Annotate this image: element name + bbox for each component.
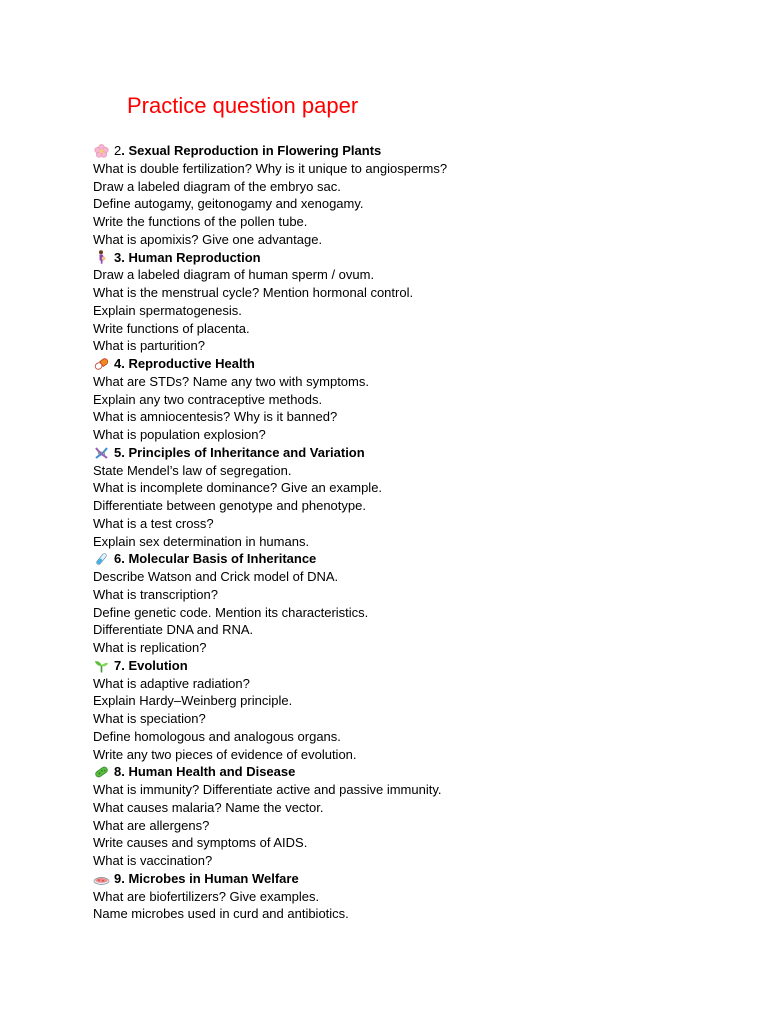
question-item: What is apomixis? Give one advantage.: [93, 231, 323, 247]
section-number: 4: [114, 356, 122, 371]
question-item: What is vaccination?: [93, 853, 213, 868]
page-title: Practice question paper: [127, 93, 359, 118]
question-item: Describe Watson and Crick model of DNA.: [93, 569, 339, 584]
section-title: . Human Reproduction: [121, 249, 261, 265]
question-item: What is transcription?: [93, 586, 218, 602]
question-item: What is adaptive radiation?: [93, 675, 250, 691]
question-item: What is immunity? Differentiate active and passive immunity.: [93, 782, 442, 797]
section-title: . Evolution: [121, 657, 188, 673]
question-item: What is speciation?: [93, 711, 206, 726]
question-item: What causes malaria? Name the vector.: [93, 799, 324, 815]
question-item: What are allergens?: [93, 817, 210, 833]
cherry-blossom-icon: [93, 144, 110, 158]
question-item: What is replication?: [93, 640, 207, 655]
question-item: Differentiate between genotype and phenotype.: [93, 498, 366, 513]
seedling-icon: [93, 659, 110, 673]
question-item: Explain spermatogenesis.: [93, 302, 242, 318]
section-heading: [93, 142, 733, 160]
section-number: 2: [114, 143, 122, 158]
question-item: Explain sex determination in humans.: [93, 533, 310, 549]
question-item: What is the menstrual cycle? Mention hormonal control.: [93, 285, 414, 300]
section-heading: [93, 763, 733, 781]
section-heading: [93, 657, 733, 675]
question-item: What are biofertilizers? Give examples.: [93, 888, 320, 904]
question-item: Define homologous and analogous organs.: [93, 728, 341, 744]
question-item: Explain any two contraceptive methods.: [93, 391, 323, 407]
section-title: . Molecular Basis of Inheritance: [121, 551, 317, 567]
section-number: 9: [114, 870, 122, 886]
section-title: . Sexual Reproduction in Flowering Plants: [121, 143, 382, 158]
section-title: . Human Health and Disease: [121, 764, 296, 780]
pill-icon: [93, 357, 110, 371]
microbe-icon: [93, 765, 110, 779]
question-item: Write functions of placenta.: [93, 320, 250, 336]
section-heading: [93, 870, 733, 888]
section-number: 3: [114, 249, 122, 265]
section-number: 7: [114, 657, 122, 673]
question-item: What is amniocentesis? Why is it banned?: [93, 409, 338, 425]
section-title: . Microbes in Human Welfare: [121, 870, 299, 886]
section-title: . Reproductive Health: [121, 356, 255, 371]
dna-icon: [93, 446, 110, 460]
question-item: Draw a labeled diagram of the embryo sac.: [93, 178, 341, 194]
question-item: Write any two pieces of evidence of evolution.: [93, 746, 357, 762]
question-item: Define genetic code. Mention its characteristics.: [93, 604, 369, 620]
section-number: 5: [114, 444, 122, 460]
section-heading: [93, 444, 733, 462]
question-item: Explain Hardy–Weinberg principle.: [93, 693, 293, 709]
question-item: Write the functions of the pollen tube.: [93, 214, 308, 229]
question-list: [93, 142, 733, 923]
question-item: Name microbes used in curd and antibiotics.: [93, 906, 349, 922]
question-item: What is double fertilization? Why is it unique to angiosperms?: [93, 160, 448, 176]
question-item: What is parturition?: [93, 338, 205, 354]
question-item: Write causes and symptoms of AIDS.: [93, 835, 308, 851]
section-heading: [93, 355, 733, 373]
question-item: What is a test cross?: [93, 515, 214, 531]
section-heading: [93, 550, 733, 568]
question-item: What is population explosion?: [93, 427, 266, 442]
section-title: . Principles of Inheritance and Variation: [121, 444, 365, 460]
question-item: Differentiate DNA and RNA.: [93, 622, 254, 638]
section-heading: [93, 249, 733, 267]
section-number: 6: [114, 551, 122, 567]
question-item: What are STDs? Name any two with symptoms.: [93, 373, 369, 389]
section-number: 8: [114, 764, 122, 780]
question-item: Define autogamy, geitonogamy and xenogamy.: [93, 196, 364, 212]
pregnant-woman-icon: [93, 250, 110, 264]
question-item: Draw a labeled diagram of human sperm / ovum.: [93, 267, 375, 283]
question-item: What is incomplete dominance? Give an example.: [93, 480, 383, 496]
question-item: State Mendel’s law of segregation.: [93, 462, 292, 478]
test-tube-icon: [93, 552, 110, 566]
petri-dish-icon: [93, 872, 110, 886]
